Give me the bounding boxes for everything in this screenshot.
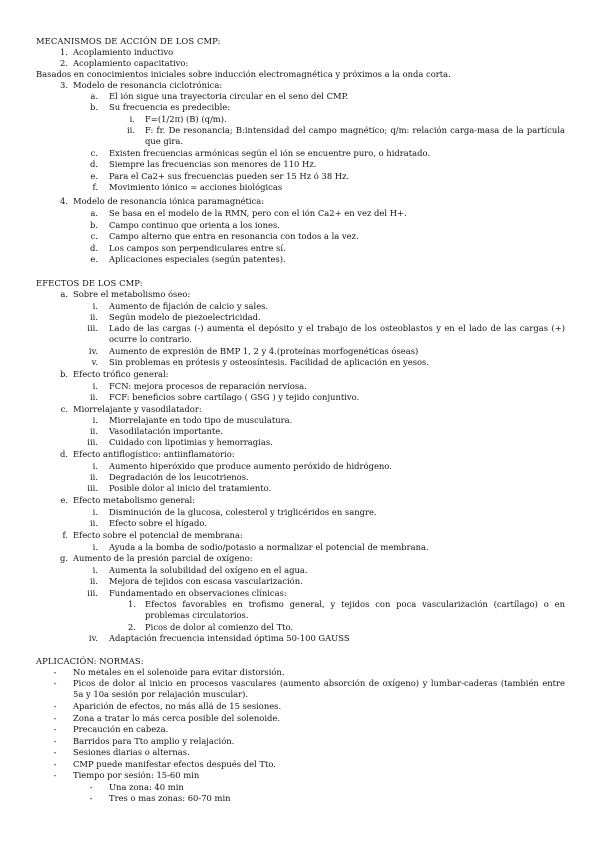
list-letter: f. [62, 530, 68, 540]
list-roman: i. [92, 507, 98, 517]
list-roman: i. [92, 415, 98, 425]
list-roman: ii. [89, 472, 98, 482]
list-number: 4. [60, 196, 68, 206]
list-item-text: Sesiones diarias o alternas. [73, 747, 190, 757]
list-roman: iii. [87, 588, 98, 598]
list-letter: c. [60, 404, 68, 414]
list-item-text: Para el Ca2+ sus frecuencias pueden ser 15 Hz ó 38 Hz. [109, 171, 350, 181]
list-letter: c. [90, 231, 98, 241]
list-roman: ii. [89, 518, 98, 528]
list-number: 2. [60, 58, 68, 68]
list-roman: iii. [87, 483, 98, 493]
list-item-text: CMP puede manifestar efectos después del Tto. [73, 759, 276, 769]
list-letter: d. [59, 449, 68, 459]
list-item-text: Efecto antiflogístico: antiinflamatorio: [73, 449, 235, 459]
list-roman: ii. [89, 392, 98, 402]
list-roman: i. [92, 565, 98, 575]
list-letter: e. [60, 495, 68, 505]
list-item-text: Acoplamiento inductivo [73, 47, 174, 57]
list-item-text: Precaución en cabeza. [73, 724, 169, 734]
list-roman: i. [92, 301, 98, 311]
list-item-text: Modelo de resonancia ciclotrónica: [73, 80, 223, 90]
list-item-text: Efectos favorables en trofismo general, y tejidos con poca vascularización (cartílago) o en problemas circulatorios. [145, 599, 565, 620]
list-item-text: Adaptación frecuencia intensidad óptima 50-100 GAUSS [109, 633, 350, 643]
list-item-text: Lado de las cargas (-) aumenta el depósito y el trabajo de los osteoblastos y en el lado de las cargas (+) ocurre lo contrario. [109, 323, 565, 344]
formula-text: F=(1/2π) (B) (q/m). [145, 114, 227, 124]
list-item-text: Miorrelajante y vasodilatador: [73, 404, 202, 414]
list-item-text: Campo continuo que orienta a los iones. [109, 220, 280, 230]
list-item-text: Existen frecuencias armónicas según el ión se encuentre puro, o hidratado. [109, 148, 431, 158]
list-item-text: Sin problemas en prótesis y osteosíntesis. Facilidad de aplicación en yesos. [109, 357, 430, 367]
list-letter: b. [89, 220, 98, 230]
bullet-dash: - [53, 701, 57, 711]
list-number: 1. [60, 47, 68, 57]
list-item-text: Efecto trófico general: [73, 369, 169, 379]
list-item-text: Aumento de la presión parcial de oxígeno: [73, 553, 253, 563]
list-roman: ii. [89, 426, 98, 436]
list-item-text: Una zona: 40 min [109, 782, 184, 792]
list-letter: g. [59, 553, 68, 563]
list-roman: v. [91, 357, 98, 367]
list-letter: a. [60, 289, 68, 299]
bullet-dash: - [89, 793, 93, 803]
list-item-text: F: fr. De resonancia; B:intensidad del campo magnético; q/m: relación carga-masa de la partícula que gira. [145, 125, 565, 146]
list-roman: iv. [88, 633, 98, 643]
bullet-dash: - [53, 667, 57, 677]
list-item-text: Aumenta la solubilidad del oxígeno en el agua. [109, 565, 308, 575]
list-item-text: Disminución de la glucosa, colesterol y triglicéridos en sangre. [109, 507, 377, 517]
list-item-text: Fundamentado en observaciones clínicas: [109, 588, 287, 598]
list-roman: i. [92, 542, 98, 552]
list-letter: d. [89, 159, 98, 169]
list-item-text: Se basa en el modelo de la RMN, pero con el ión Ca2+ en vez del H+. [109, 208, 407, 218]
list-item-text: Efecto metabolismo general: [73, 495, 196, 505]
list-item-text: Aparición de efectos, no más allá de 15 sesiones. [73, 701, 282, 711]
list-item-text: Picos de dolor al comienzo del Tto. [145, 622, 294, 632]
bullet-dash: - [53, 759, 57, 769]
list-item-text: Su frecuencia es predecible: [109, 102, 231, 112]
bullet-dash: - [53, 770, 57, 780]
list-item-text: Miorrelajante en todo tipo de musculatura. [109, 415, 293, 425]
list-letter: b. [89, 102, 98, 112]
bullet-dash: - [53, 713, 57, 723]
list-item-text: Campo alterno que entra en resonancia con todos a la vez. [109, 231, 359, 241]
list-item-text: Los campos son perpendiculares entre sí. [109, 243, 286, 253]
list-roman: i. [129, 114, 135, 124]
list-number: 2. [128, 622, 136, 632]
section-heading-aplicacion: APLICACIÓN: NORMAS: [36, 656, 144, 666]
list-number: 3. [60, 80, 68, 90]
bullet-dash: - [53, 724, 57, 734]
section-heading-efectos: EFECTOS DE LOS CMP: [36, 278, 143, 288]
list-item-text: Efecto sobre el potencial de membrana: [73, 530, 243, 540]
list-item-text: Degradación de los leucotrienos. [109, 472, 249, 482]
list-number: 1. [128, 599, 136, 609]
bullet-dash: - [89, 782, 93, 792]
list-item-text: Según modelo de piezoelectricidad. [109, 312, 261, 322]
list-roman: ii. [89, 576, 98, 586]
list-letter: e. [90, 254, 98, 264]
list-item-text: Tiempo por sesión: 15-60 min [73, 770, 200, 780]
list-item-text: El ión sigue una trayectoria circular en el seno del CMP. [109, 91, 349, 101]
list-item-text: Efecto sobre el hígado. [109, 518, 207, 528]
list-roman: iv. [88, 346, 98, 356]
list-item-text: Aplicaciones especiales (según patentes). [109, 254, 286, 264]
list-roman: iii. [87, 437, 98, 447]
list-item-text: FCF: beneficios sobre cartílago ( GSG ) y tejido conjuntivo. [109, 392, 360, 402]
list-item-text: Posible dolor al inicio del tratamiento. [109, 483, 272, 493]
bullet-dash: - [53, 678, 57, 688]
list-item-text: Aumento hiperóxido que produce aumento peróxido de hidrógeno. [109, 461, 392, 471]
list-roman: i. [92, 381, 98, 391]
list-roman: ii. [126, 125, 135, 135]
list-item-text: Tres o mas zonas: 60-70 min [109, 793, 231, 803]
list-item-text: No metales en el solenoide para evitar distorsión. [73, 667, 285, 677]
list-item-text: Picos de dolor al inicio en procesos vasculares (aumento absorción de oxígeno) y lumbar-caderas (también entre 5a y 10a sesión por relajación muscular). [73, 678, 565, 699]
list-item-text: Aumento de expresión de BMP 1, 2 y 4.(proteínas morfogenéticas óseas) [109, 346, 419, 356]
list-letter: d. [89, 243, 98, 253]
list-letter: c. [90, 148, 98, 158]
list-item-text: Barridos para Tto amplio y relajación. [73, 736, 235, 746]
list-roman: ii. [89, 312, 98, 322]
list-letter: a. [90, 208, 98, 218]
list-item-text: Vasodilatación importante. [109, 426, 223, 436]
list-item-text: Aumento de fijación de calcio y sales. [109, 301, 269, 311]
section-heading-mecanismos: MECANISMOS DE ACCIÓN DE LOS CMP: [36, 36, 221, 46]
bullet-dash: - [53, 747, 57, 757]
paragraph-text: Basados en conocimientos iniciales sobre inducción electromagnética y próximos a la onda corta. [36, 69, 451, 79]
list-item-text: Zona a tratar lo más cerca posible del solenoide. [73, 713, 280, 723]
list-item-text: Siempre las frecuencias son menores de 110 Hz. [109, 159, 317, 169]
bullet-dash: - [53, 736, 57, 746]
list-roman: i. [92, 461, 98, 471]
list-item-text: Sobre el metabolismo óseo: [73, 289, 191, 299]
list-item-text: Cuidado con lipotimias y hemorragias. [109, 437, 273, 447]
list-item-text: Ayuda a la bomba de sodio/potasio a normalizar el potencial de membrana. [109, 542, 429, 552]
list-item-text: Mejora de tejidos con escasa vascularización. [109, 576, 303, 586]
list-roman: iii. [87, 323, 98, 333]
list-item-text: Movimiento iónico = acciones biológicas [109, 182, 283, 192]
list-letter: a. [90, 91, 98, 101]
list-item-text: Acoplamiento capacitativo: [73, 58, 189, 68]
list-item-text: Modelo de resonancia iónica paramagnética: [73, 196, 265, 206]
list-letter: b. [59, 369, 68, 379]
list-letter: f. [92, 182, 98, 192]
list-item-text: FCN: mejora procesos de reparación nerviosa. [109, 381, 307, 391]
list-letter: e. [90, 171, 98, 181]
